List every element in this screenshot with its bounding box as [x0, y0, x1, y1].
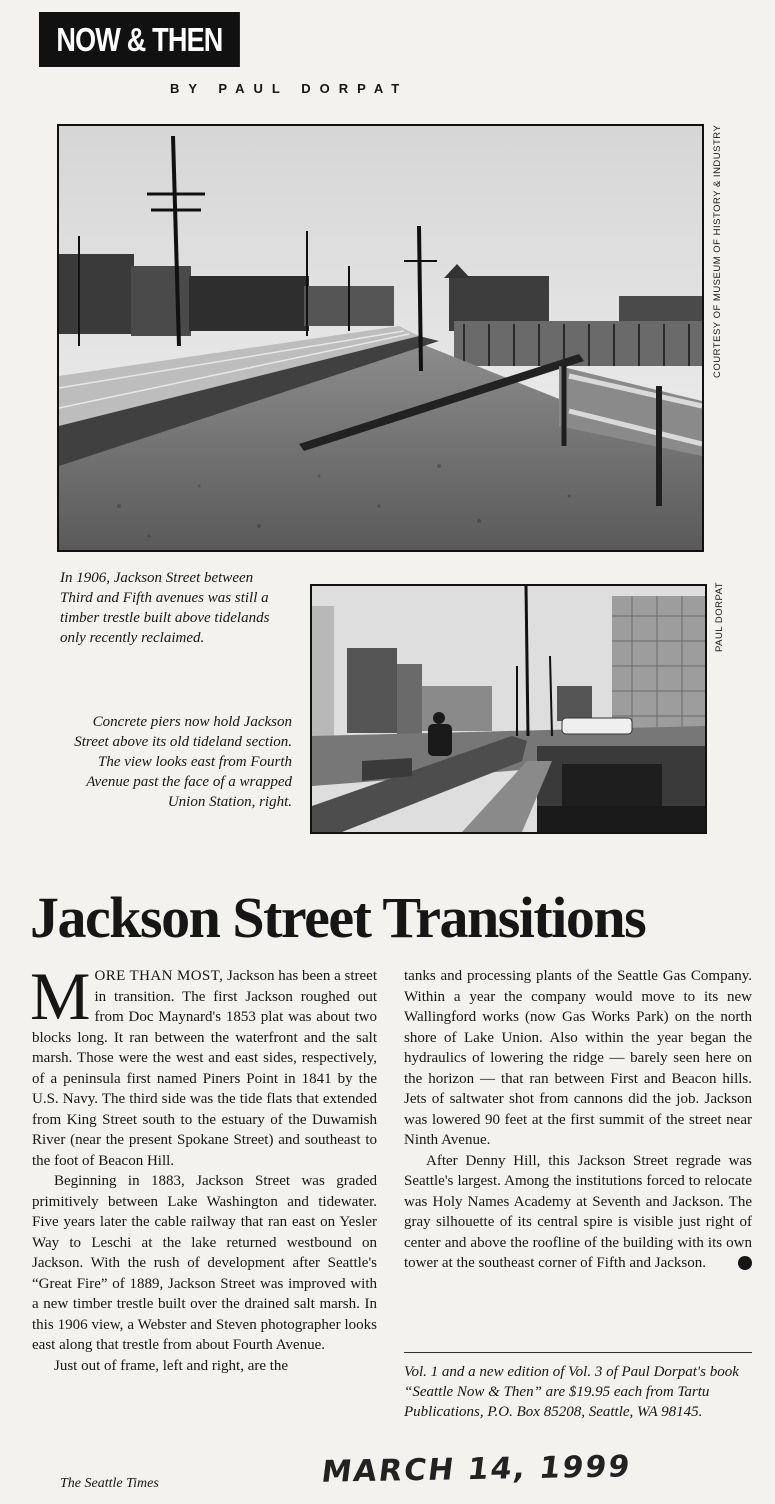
historic-photo	[57, 124, 704, 552]
article-paragraph-4	[404, 1151, 767, 1274]
historic-photo-caption: In 1906, Jackson Street between Third and Fifth avenues was still a timber trestle built above tidelands only recently reclaimed.	[60, 570, 270, 646]
column-divider-rule	[404, 1352, 752, 1353]
article-column-right	[404, 966, 767, 1274]
book-note: Vol. 1 and a new edition of Vol. 3 of Paul Dorpat's book “Seattle Now & Then” are $19.95 each from Tartu Publications, P.O. Box 85208, Seattle, WA 98145.	[404, 1364, 739, 1420]
paragraph-4-text: After Denny Hill, this Jackson Street regrade was Seattle's largest. Among the institutions forced to relocate was Holy Names Academy at Seventh and Jackson. The gray silhouette of its central spire is visible just right of center and above the roofline of the building with its own tower at the southeast corner of Fifth and Jackson.	[404, 1152, 752, 1271]
article-column-left	[30, 958, 377, 1376]
handwritten-date: MARCH 14, 1999	[319, 1449, 634, 1490]
byline: BY PAUL DORPAT	[170, 81, 409, 96]
publication-name: The Seattle Times	[60, 1476, 159, 1491]
modern-photo-drawing	[312, 586, 705, 832]
article-paragraph-1	[30, 958, 377, 1171]
end-mark-icon: P	[738, 1256, 752, 1270]
article-paragraph-3: Just out of frame, left and right, are the	[54, 1357, 289, 1374]
historic-photo-drawing	[59, 126, 702, 550]
modern-photo-credit: PAUL DORPAT	[714, 581, 725, 652]
lead-in: ORE THAN MOST,	[94, 968, 224, 984]
article-paragraph-2: Beginning in 1883, Jackson Street was graded primitively between Lake Washington and tidewater. Five years later the cable railway that ran east on Yesler Way to Leschi at the lake returned westbound on Jackson. With the rush of development after Seattle's “Great Fire” of 1889, Jackson Street was improved with a new timber trestle built over the drained salt marsh. In this 1906 view, a Webster and Steven photographer looks east along that trestle from about Fourth Avenue.	[32, 1173, 377, 1353]
drop-cap: M	[30, 958, 91, 1034]
historic-photo-credit: COURTESY OF MUSEUM OF HISTORY & INDUSTRY	[712, 124, 723, 378]
paragraph-1-text: Jackson has been a street in transition. The first Jackson roughed out from Doc Maynard's 1853 plat was about two blocks long. It ran between the waterfront and the salt marsh. Those were the west and east sides, respectively, of a peninsula first named Piners Point in 1841 by the U.S. Navy. The third side was the tide flats that extended from King Street south to the estuary of the Duwamish River (near the present Spokane Street) and southeast to the foot of Beacon Hill.	[32, 968, 377, 1169]
modern-photo	[310, 584, 707, 834]
headline: Jackson Street Transitions	[30, 885, 646, 950]
article-paragraph-3-continued: tanks and processing plants of the Seattle Gas Company. Within a year the company would move to its new Wallingford works (now Gas Works Park) on the north shore of Lake Union. Also within the year began the hydraulics of lowering the ridge — barely seen here on the horizon — that ran between First and Beacon hills. Jets of saltwater shot from cannons did the job. Jackson was lowered 90 feet at the first summit of the street near Ninth Avenue.	[404, 968, 752, 1148]
masthead-banner: NOW & THEN	[39, 12, 240, 67]
modern-photo-caption: Concrete piers now hold Jackson Street above its old tideland section. The view looks east from Fourth Avenue past the face of a wrapped Union Station, right.	[74, 714, 292, 810]
